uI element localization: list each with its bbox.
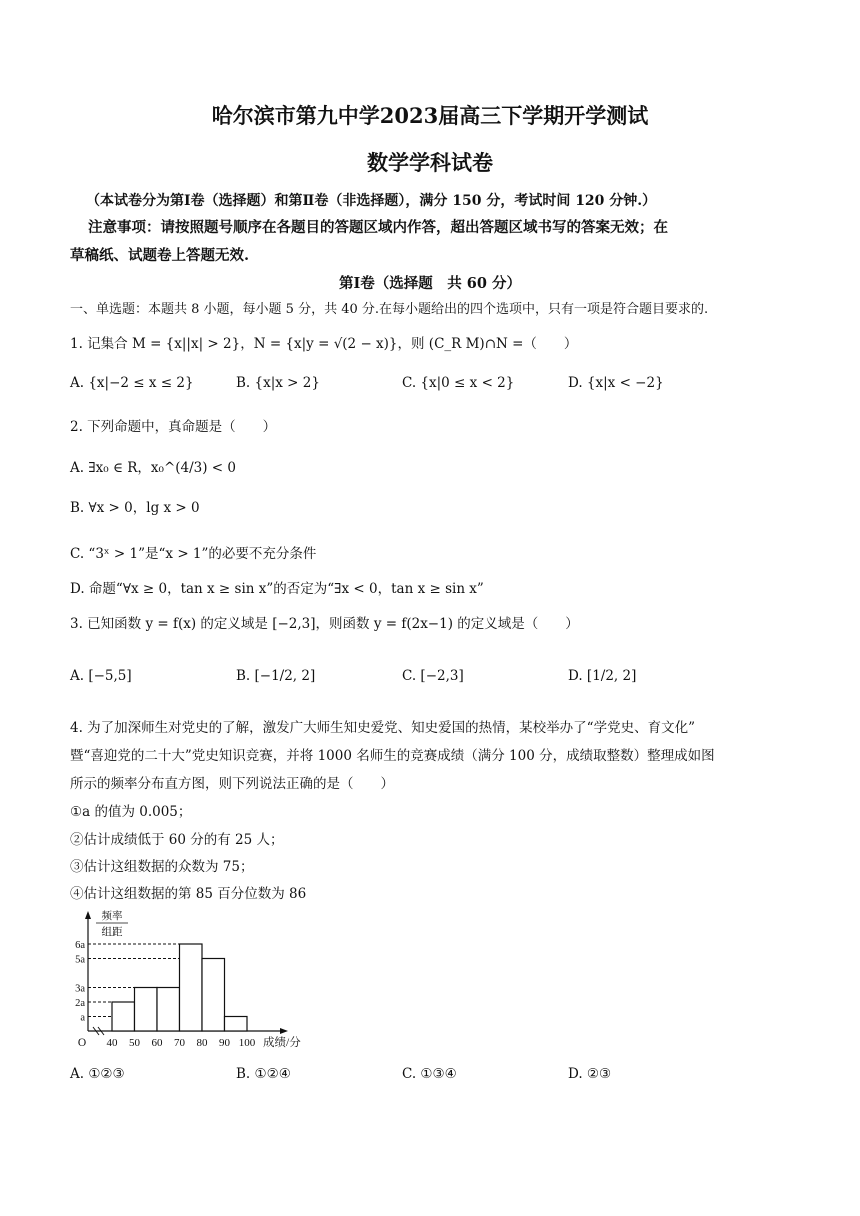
q4-line-1: 4. 为了加深师生对党史的了解，激发广大师生知史爱党、知史爱国的热情，某校举办了“学党史、育文化” <box>70 720 695 736</box>
q4-line-2: 暨“喜迎党的二十大”党史知识竞赛，并将 1000 名师生的竞赛成绩（满分 100 分，成绩取整数）整理成如图 <box>70 748 715 764</box>
histogram-bar <box>180 944 203 1031</box>
q4-option-a: A. ①②③ <box>70 1066 125 1082</box>
y-tick-label: 3a <box>75 983 85 995</box>
histogram-bar <box>225 1017 248 1032</box>
q4-statement-1: ①a 的值为 0.005； <box>70 804 192 820</box>
x-tick-label: 80 <box>196 1037 208 1049</box>
y-axis-arrow <box>85 911 91 919</box>
q1-option-a: A. {x|−2 ≤ x ≤ 2} <box>70 375 194 391</box>
exam-title: 哈尔滨市第九中学2023届高三下学期开学测试 <box>211 103 649 128</box>
histogram-bar <box>202 959 225 1032</box>
q4-statement-4: ④估计这组数据的第 85 百分位数为 86 <box>70 886 307 902</box>
q1-option-c: C. {x|0 ≤ x < 2} <box>402 375 515 391</box>
q4-statement-3: ③估计这组数据的众数为 75； <box>70 859 254 875</box>
attention-line-1: 注意事项：请按照题号顺序在各题目的答题区域内作答，超出答题区域书写的答案无效；在 <box>88 219 668 236</box>
x-axis-label: 成绩/分 <box>263 1037 301 1049</box>
q2-stem: 2. 下列命题中，真命题是（ ） <box>70 419 277 435</box>
histogram-bar <box>157 988 180 1032</box>
q1-option-d: D. {x|x < −2} <box>568 375 664 391</box>
q1-option-b: B. {x|x > 2} <box>236 375 320 391</box>
x-tick-label: 40 <box>106 1037 118 1049</box>
frequency-histogram <box>70 905 330 1055</box>
y-axis-label-denominator: 组距 <box>101 927 123 938</box>
x-tick-label: 70 <box>174 1037 185 1049</box>
q2-option-a: A. ∃x₀ ∈ R，x₀^(4/3) < 0 <box>70 460 237 476</box>
y-tick-label: 5a <box>75 954 85 966</box>
q4-option-b: B. ①②④ <box>236 1066 291 1082</box>
attention-line-2: 草稿纸、试题卷上答题无效. <box>70 247 250 264</box>
x-tick-label: 60 <box>151 1037 163 1049</box>
section-intro: 一、单选题：本题共 8 小题，每小题 5 分，共 40 分.在每小题给出的四个选项中，只有一项是符合题目要求的. <box>70 302 709 317</box>
q3-option-c: C. [−2,3] <box>402 668 464 684</box>
y-tick-label: 2a <box>75 998 85 1009</box>
exam-note: （本试卷分为第Ⅰ卷（选择题）和第Ⅱ卷（非选择题），满分 150 分，考试时间 120 分钟.） <box>86 193 657 209</box>
x-tick-label: 90 <box>219 1037 230 1049</box>
q2-option-d: D. 命题“∀x ≥ 0，tan x ≥ sin x”的否定为“∃x < 0，tan x ≥ sin x” <box>70 581 484 597</box>
q2-option-c: C. “3ˣ > 1”是“x > 1”的必要不充分条件 <box>70 546 317 562</box>
q4-statement-2: ②估计成绩低于 60 分的有 25 人； <box>70 832 284 848</box>
y-axis-label-numerator: 频率 <box>101 911 123 922</box>
x-tick-label: 50 <box>129 1037 140 1049</box>
x-axis-arrow <box>280 1028 288 1034</box>
q4-option-c: C. ①③④ <box>402 1066 457 1082</box>
origin-label: O <box>77 1037 87 1049</box>
q3-option-d: D. [1/2, 2] <box>568 668 637 684</box>
exam-subtitle: 数学学科试卷 <box>367 150 493 175</box>
q2-option-b: B. ∀x > 0，lg x > 0 <box>70 500 200 516</box>
histogram-bar <box>135 988 158 1032</box>
q3-option-b: B. [−1/2, 2] <box>236 668 316 684</box>
q3-option-a: A. [−5,5] <box>70 668 132 684</box>
x-tick-label: 100 <box>238 1037 256 1049</box>
q4-line-3: 所示的频率分布直方图，则下列说法正确的是（ ） <box>70 776 394 792</box>
q4-option-d: D. ②③ <box>568 1066 612 1082</box>
q3-stem: 3. 已知函数 y = f(x) 的定义域是 [−2,3]，则函数 y = f(2x−1) 的定义域是（ ） <box>70 616 579 632</box>
q1-stem: 1. 记集合 M = {x||x| > 2}，N = {x|y = √(2 − x)}，则 (C_R M)∩N =（ ） <box>70 336 578 352</box>
histogram-bar <box>112 1002 135 1031</box>
part-title: 第Ⅰ卷（选择题 共 60 分） <box>338 275 522 292</box>
y-tick-label: a <box>80 1012 85 1024</box>
y-tick-label: 6a <box>75 940 85 951</box>
